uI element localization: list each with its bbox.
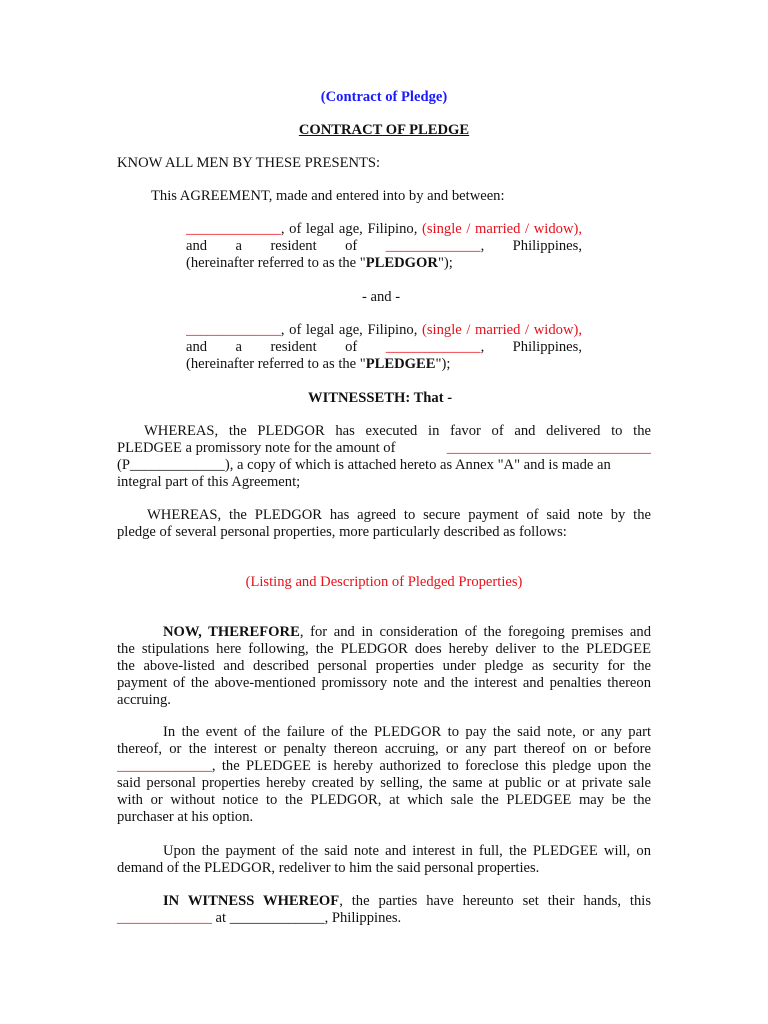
whereas2-line2: pledge of several personal properties, more particularly described as follows: (117, 524, 567, 540)
pledgor-role: PLEDGOR (365, 255, 438, 271)
whereas1-line2: PLEDGEE a promissory note for the amount of ____________________________ (117, 440, 651, 456)
party1-line1: _____________, of legal age, Filipino, (single / married / widow), (186, 221, 582, 237)
whereas2-line1: WHEREAS, the PLEDGOR has agreed to secure payment of said note by the (147, 507, 651, 523)
event-line5: with or without notice to the PLEDGOR, at which sale the PLEDGEE may be the (117, 792, 651, 808)
whereas1-line4: integral part of this Agreement; (117, 474, 301, 490)
now-therefore-line3: the above-listed and described personal properties under pledge as security for the (117, 658, 651, 674)
upon-paragraph (117, 843, 651, 877)
witnesseth-heading: WITNESSETH: That - (308, 390, 453, 406)
listing-placeholder: (Listing and Description of Pledged Properties) (245, 574, 523, 590)
party2-line2-wrap (186, 339, 582, 356)
know-all-line: KNOW ALL MEN BY THESE PRESENTS: (117, 155, 381, 171)
party1-address-blank[interactable]: _____________ (385, 238, 481, 254)
event-line4: said personal properties hereby created by selling, the same at public or at private sale (117, 775, 651, 791)
amount-blank[interactable]: ____________________________ (446, 440, 651, 456)
document-title: CONTRACT OF PLEDGE (298, 122, 470, 138)
and-separator: - and - (362, 289, 401, 305)
party1-line3: (hereinafter referred to as the "PLEDGOR"); (186, 255, 453, 271)
party2-line2: and a resident of _____________, Philippines, (186, 339, 582, 355)
pledgee-role: PLEDGEE (365, 356, 436, 372)
witness-paragraph (117, 893, 651, 927)
party2-address-blank[interactable]: _____________ (385, 339, 481, 355)
event-line6: purchaser at his option. (117, 809, 254, 825)
party2-line1: _____________, of legal age, Filipino, (single / married / widow), (186, 322, 582, 338)
now-therefore-line2: the stipulations here following, the PLEDGOR does hereby deliver to the PLEDGEE (117, 641, 651, 657)
party2-clause (186, 322, 582, 339)
upon-line1: Upon the payment of the said note and interest in full, the PLEDGEE will, on (163, 843, 651, 859)
intro-line: This AGREEMENT, made and entered into by and between: (151, 188, 505, 204)
upon-line2: demand of the PLEDGOR, redeliver to him the said personal properties. (117, 860, 540, 876)
header-label: (Contract of Pledge) (320, 89, 448, 105)
party1-line2: and a resident of _____________, Philippines, (186, 238, 582, 254)
event-line2: thereof, or the interest or penalty thereon accruing, or any part thereof on or before (117, 741, 651, 757)
party1-line2-wrap (186, 238, 582, 255)
foreclose-date-blank[interactable]: _____________ (117, 758, 212, 774)
party2-name-blank[interactable]: _____________ (186, 322, 281, 338)
whereas1-line3: (P_____________), a copy of which is attached hereto as Annex "A" and is made an (117, 457, 611, 473)
now-therefore-line4: payment of the above-mentioned promissory note and the interest and penalties thereon (117, 675, 651, 691)
party1-name-blank[interactable]: _____________ (186, 221, 281, 237)
witness-line2: _____________ at _____________, Philippines. (117, 910, 402, 926)
now-therefore-paragraph (117, 624, 651, 709)
peso-amount-blank[interactable]: _____________ (129, 457, 225, 473)
now-therefore-line5: accruing. (117, 692, 171, 708)
event-line1: In the event of the failure of the PLEDGOR to pay the said note, or any part (163, 724, 651, 740)
party1-clause (186, 221, 582, 238)
witness-line1: IN WITNESS WHEREOF, the parties have hereunto set their hands, this (163, 893, 651, 909)
whereas1-line1: WHEREAS, the PLEDGOR has executed in favor of and delivered to the (144, 423, 651, 439)
witness-place-blank[interactable]: _____________ (229, 910, 325, 926)
event-line3: _____________, the PLEDGEE is hereby authorized to foreclose this pledge upon the (117, 758, 651, 774)
witness-date-blank[interactable]: _____________ (117, 910, 212, 926)
party2-line3: (hereinafter referred to as the "PLEDGEE"); (186, 356, 451, 372)
now-therefore-line1: NOW, THEREFORE, for and in consideration of the foregoing premises and (163, 624, 651, 640)
event-paragraph (117, 724, 651, 826)
